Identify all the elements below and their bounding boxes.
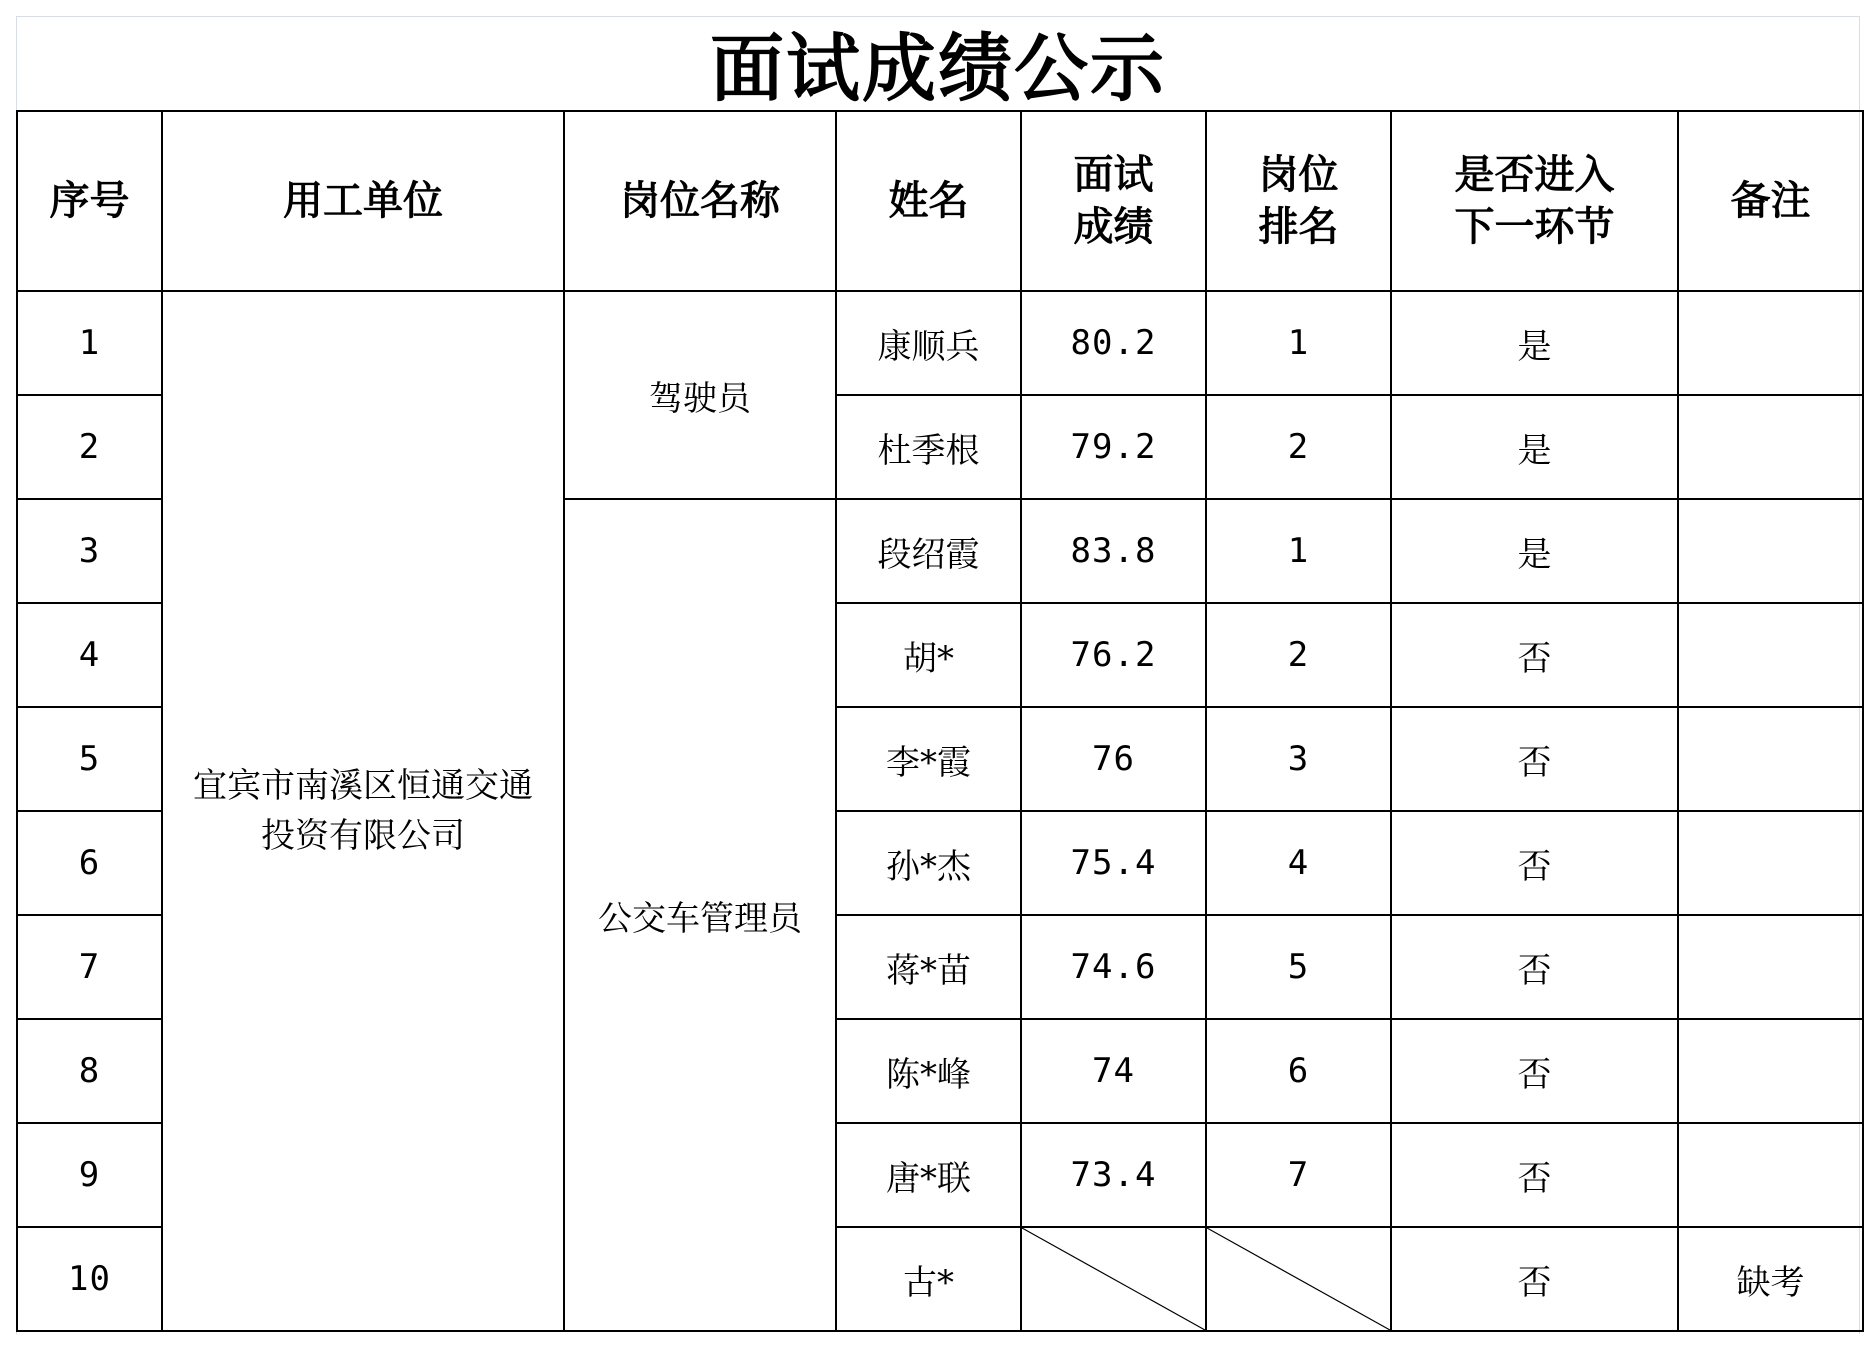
header-score-line1: 面试 xyxy=(1073,151,1154,198)
header-index: 序号 xyxy=(17,111,162,291)
row-index: 8 xyxy=(17,1019,162,1123)
row-next: 否 xyxy=(1391,1227,1678,1331)
header-position: 岗位名称 xyxy=(564,111,836,291)
row-rank: 6 xyxy=(1206,1019,1391,1123)
row-next: 否 xyxy=(1391,811,1678,915)
header-rank-line2: 排名 xyxy=(1258,203,1339,250)
header-next-line1: 是否进入 xyxy=(1454,151,1615,198)
diagonal-slash xyxy=(1207,1228,1390,1330)
row-index: 1 xyxy=(17,291,162,395)
row-index: 7 xyxy=(17,915,162,1019)
row-next: 否 xyxy=(1391,707,1678,811)
row-rank: 4 xyxy=(1206,811,1391,915)
employer-unit-cell xyxy=(162,291,564,1331)
row-next: 否 xyxy=(1391,603,1678,707)
row-name: 陈*峰 xyxy=(836,1019,1021,1123)
row-index: 5 xyxy=(17,707,162,811)
row-next: 是 xyxy=(1391,395,1678,499)
row-score: 76 xyxy=(1021,707,1206,811)
row-remark xyxy=(1678,499,1863,603)
row-rank: 2 xyxy=(1206,603,1391,707)
row-name: 唐*联 xyxy=(836,1123,1021,1227)
header-rank xyxy=(1206,111,1391,291)
position-bus-manager: 公交车管理员 xyxy=(564,499,836,1331)
row-next: 否 xyxy=(1391,1123,1678,1227)
header-remark: 备注 xyxy=(1678,111,1863,291)
diagonal-slash xyxy=(1022,1228,1205,1330)
row-name: 蒋*苗 xyxy=(836,915,1021,1019)
row-rank: 1 xyxy=(1206,291,1391,395)
row-index: 6 xyxy=(17,811,162,915)
row-rank: 7 xyxy=(1206,1123,1391,1227)
row-rank: 1 xyxy=(1206,499,1391,603)
position-driver: 驾驶员 xyxy=(564,291,836,499)
row-index: 2 xyxy=(17,395,162,499)
row-score: 83.8 xyxy=(1021,499,1206,603)
header-unit: 用工单位 xyxy=(162,111,564,291)
employer-unit-line2: 投资有限公司 xyxy=(261,816,465,856)
row-name: 李*霞 xyxy=(836,707,1021,811)
row-score: 74 xyxy=(1021,1019,1206,1123)
row-remark xyxy=(1678,395,1863,499)
row-name: 段绍霞 xyxy=(836,499,1021,603)
header-next xyxy=(1391,111,1678,291)
row-next: 是 xyxy=(1391,499,1678,603)
row-index: 4 xyxy=(17,603,162,707)
row-next: 否 xyxy=(1391,915,1678,1019)
row-name: 古* xyxy=(836,1227,1021,1331)
row-index: 10 xyxy=(17,1227,162,1331)
row-next: 否 xyxy=(1391,1019,1678,1123)
row-rank-empty xyxy=(1206,1227,1391,1331)
row-remark xyxy=(1678,811,1863,915)
row-score-empty xyxy=(1021,1227,1206,1331)
row-index: 9 xyxy=(17,1123,162,1227)
header-name: 姓名 xyxy=(836,111,1021,291)
header-score-line2: 成绩 xyxy=(1073,203,1154,250)
row-remark xyxy=(1678,915,1863,1019)
employer-unit-line1: 宜宾市南溪区恒通交通 xyxy=(193,766,533,806)
row-index: 3 xyxy=(17,499,162,603)
row-score: 76.2 xyxy=(1021,603,1206,707)
row-name: 孙*杰 xyxy=(836,811,1021,915)
row-next: 是 xyxy=(1391,291,1678,395)
row-remark xyxy=(1678,707,1863,811)
row-score: 79.2 xyxy=(1021,395,1206,499)
header-score xyxy=(1021,111,1206,291)
row-remark: 缺考 xyxy=(1678,1227,1863,1331)
table-row xyxy=(17,291,1863,395)
row-score: 74.6 xyxy=(1021,915,1206,1019)
row-name: 康顺兵 xyxy=(836,291,1021,395)
header-next-line2: 下一环节 xyxy=(1454,203,1615,250)
row-score: 73.4 xyxy=(1021,1123,1206,1227)
row-rank: 3 xyxy=(1206,707,1391,811)
header-row xyxy=(17,111,1863,291)
header-rank-line1: 岗位 xyxy=(1258,151,1339,198)
row-name: 杜季根 xyxy=(836,395,1021,499)
row-remark xyxy=(1678,603,1863,707)
row-remark xyxy=(1678,1123,1863,1227)
row-remark xyxy=(1678,291,1863,395)
results-table xyxy=(16,110,1864,1332)
row-name: 胡* xyxy=(836,603,1021,707)
row-rank: 5 xyxy=(1206,915,1391,1019)
row-rank: 2 xyxy=(1206,395,1391,499)
row-remark xyxy=(1678,1019,1863,1123)
row-score: 75.4 xyxy=(1021,811,1206,915)
row-score: 80.2 xyxy=(1021,291,1206,395)
page-title: 面试成绩公示 xyxy=(710,26,1166,112)
